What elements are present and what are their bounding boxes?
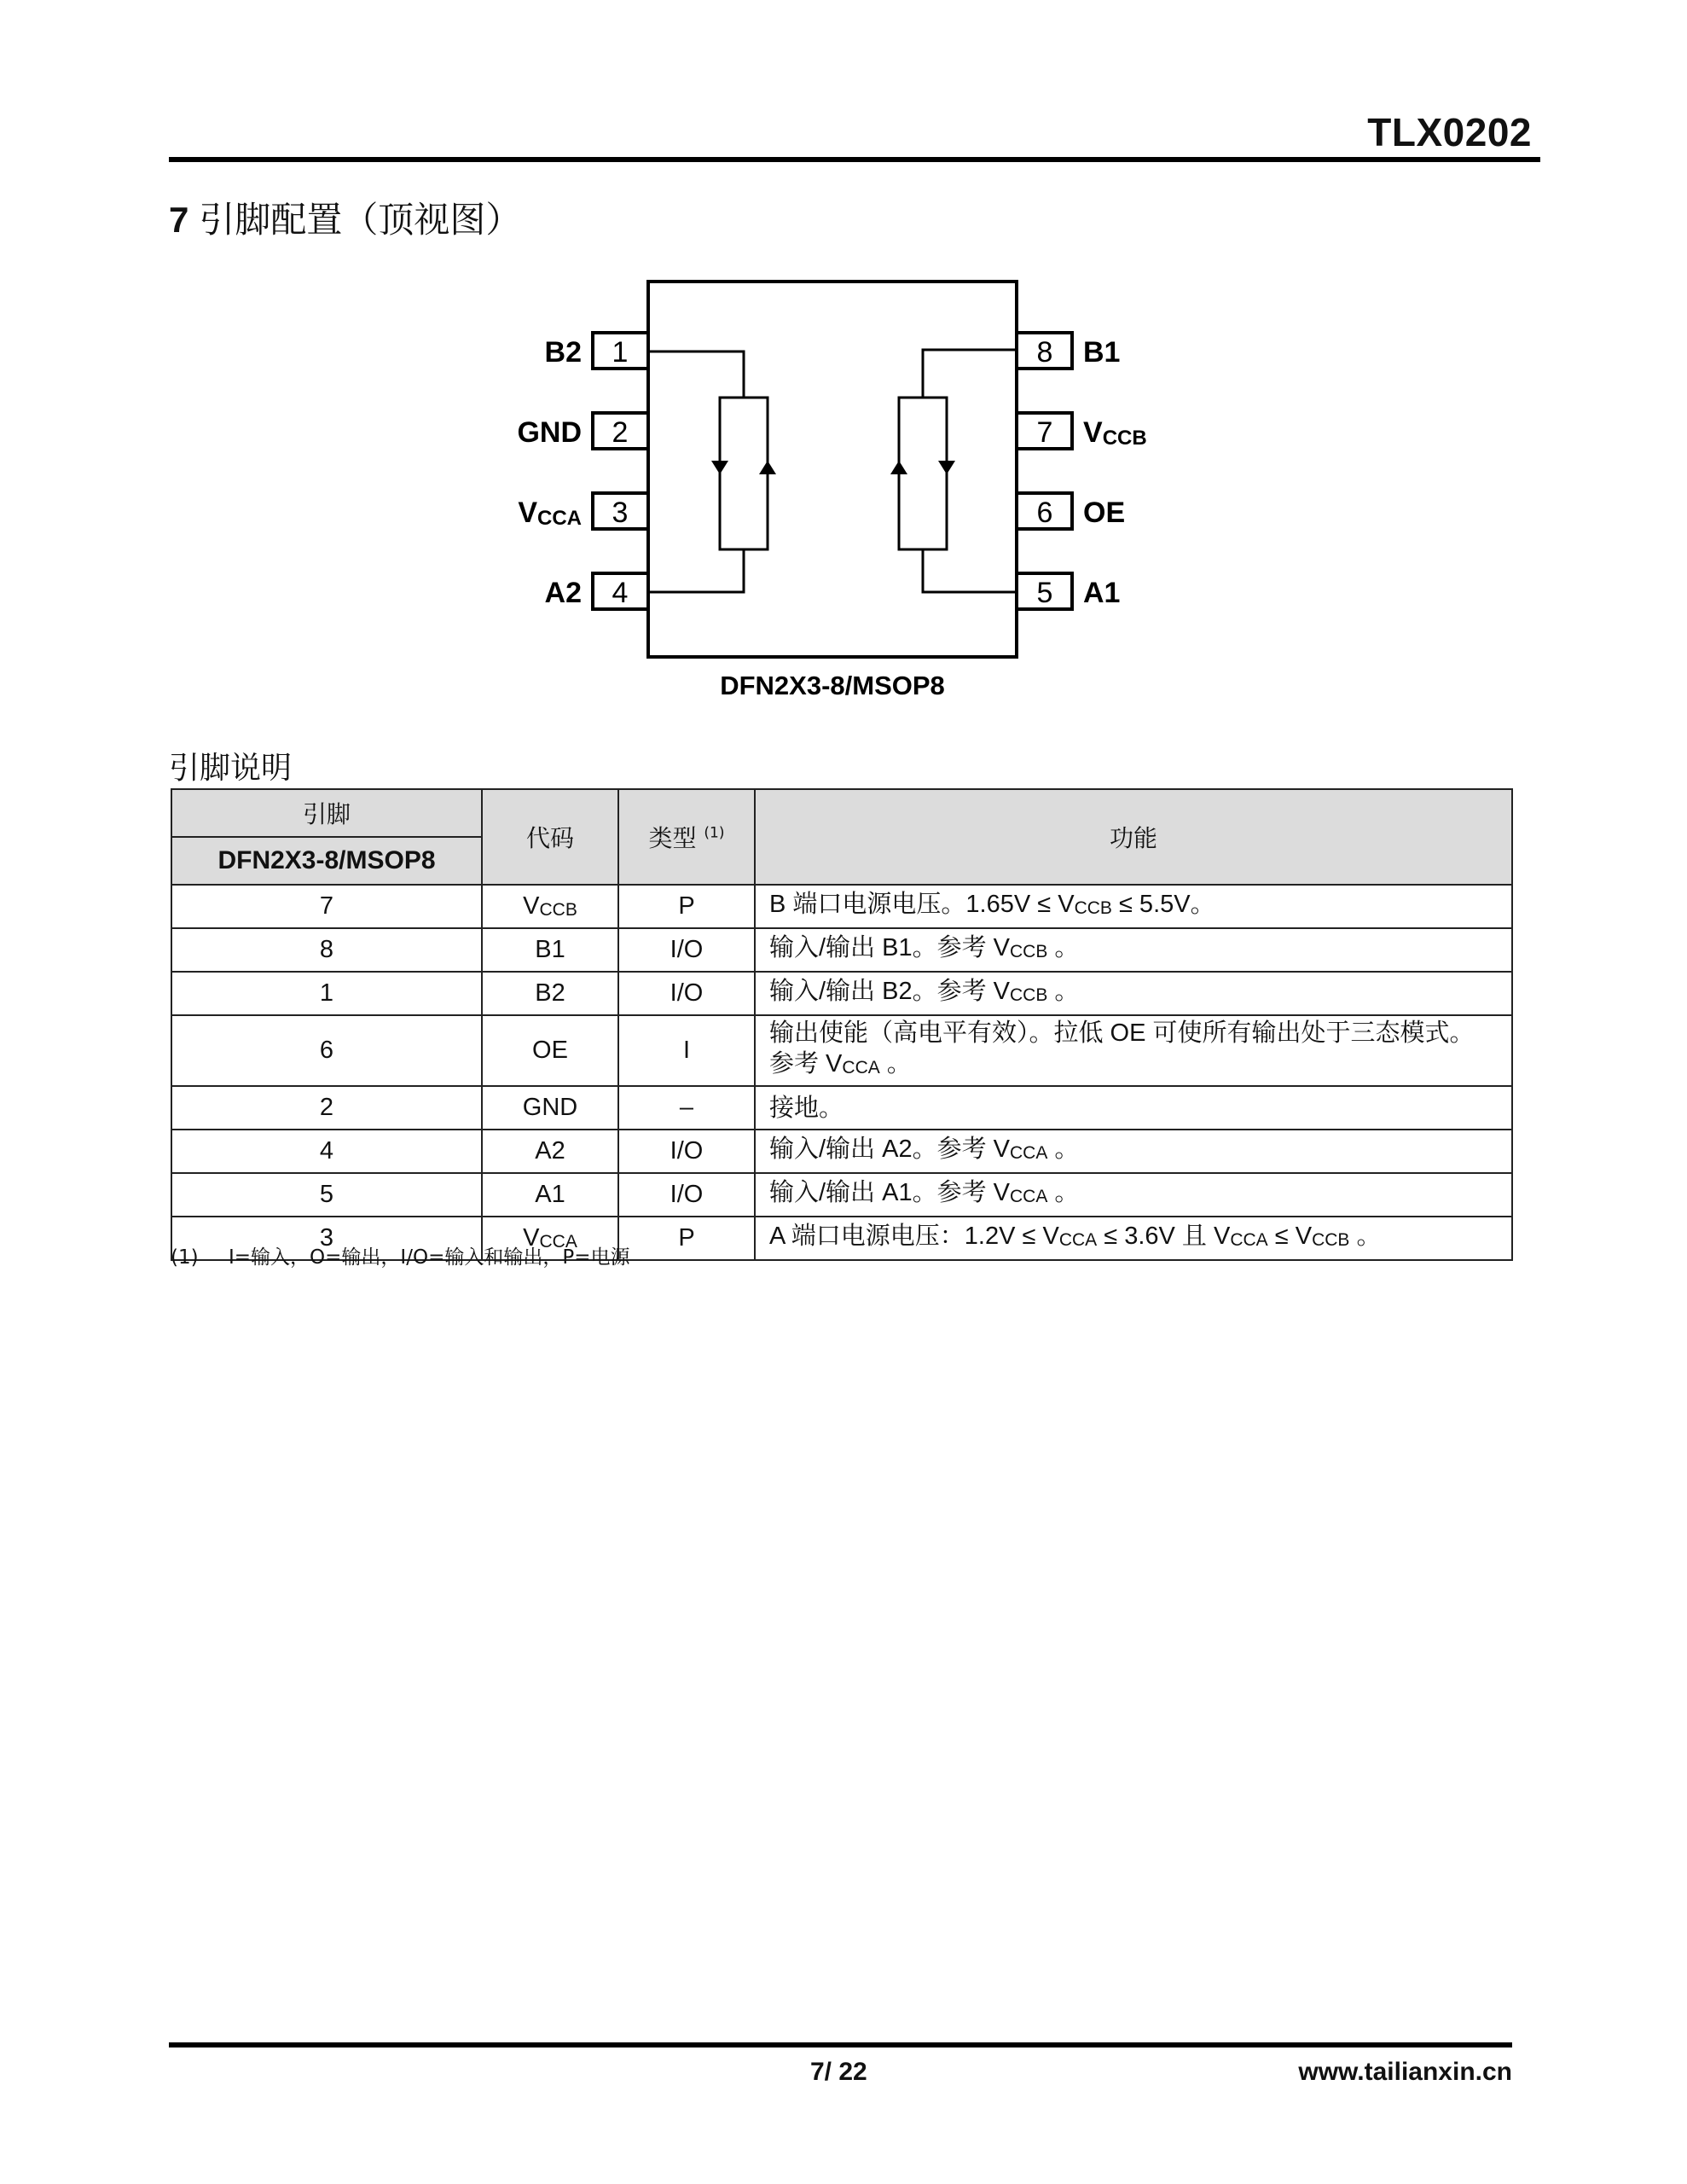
pin-code-cell: $V_{CCB}$ (482, 885, 618, 928)
pin-number-cell: 7 (171, 885, 482, 928)
pin-configuration-diagram (495, 273, 1194, 717)
header-code: 代码 (482, 789, 618, 885)
pin-function-cell: 输入/输出 A2。参考 $V_{CCA}$ 。 (755, 1130, 1512, 1173)
header-pin: 引脚 (171, 789, 482, 837)
pin-type-cell: I/O (618, 1173, 755, 1217)
page-number: 7/ 22 (810, 2058, 867, 2086)
table-row (171, 972, 1512, 1015)
footnote-text: I=输入，O=输出，I/O=输入和输出，P=电源 (229, 1246, 630, 1269)
footer-rule (169, 2042, 1512, 2048)
pin-number-7: 7 (1036, 416, 1053, 449)
arrow-down-icon (938, 461, 955, 474)
pin-name-right-3: OE (1083, 497, 1126, 529)
pin-number-cell: 6 (171, 1015, 482, 1086)
arrow-up-icon (759, 461, 776, 474)
pin-name-left-3: VCCA (518, 497, 582, 530)
section-heading (169, 192, 521, 243)
pin-number-2: 2 (612, 416, 629, 449)
pin-number-1: 1 (612, 336, 629, 369)
pin-number-cell: 5 (171, 1173, 482, 1217)
pin-function-cell: B 端口电源电压。$1.65V \le V_{CCB} \le 5.5V$。 (755, 885, 1512, 928)
table-row (171, 928, 1512, 972)
pin-number-cell: 8 (171, 928, 482, 972)
table-row (171, 1130, 1512, 1173)
table-row (171, 1015, 1512, 1086)
pin-number-cell: 3 (171, 1217, 482, 1260)
table-row (171, 885, 1512, 928)
pin-function-cell: 接地。 (755, 1086, 1512, 1130)
pin-name-left-1: B2 (544, 336, 582, 369)
pin-number-cell: 4 (171, 1130, 482, 1173)
pin-type-cell: I/O (618, 928, 755, 972)
footnote-ref: (1) (704, 824, 725, 842)
pin-name-right-4: A1 (1083, 577, 1121, 609)
header-rule (169, 157, 1540, 162)
pin-code-cell: A2 (482, 1130, 618, 1173)
pin-number-cell: 2 (171, 1086, 482, 1130)
header-function: 功能 (755, 789, 1512, 885)
pin-function-cell: A 端口电源电压：$1.2V \le V_{CCA} \le 3.6V$ 且 $V_{CCA} \le V_{CCB}$ 。 (755, 1217, 1512, 1260)
pin-number-5: 5 (1036, 577, 1053, 609)
pin-code-cell: OE (482, 1015, 618, 1086)
footnote (171, 1241, 629, 1269)
pin-name-left-4: A2 (544, 577, 582, 609)
pin-code-cell: $V_{CCA}$ (482, 1217, 618, 1260)
pin-description-table (171, 788, 1513, 1261)
pin-name-right-1: B1 (1083, 336, 1121, 369)
table-row (171, 1086, 1512, 1130)
section-title: 引脚配置（顶视图） (199, 199, 522, 241)
pin-function-cell: 输入/输出 B1。参考 $V_{CCB}$ 。 (755, 928, 1512, 972)
pin-type-cell: I/O (618, 972, 755, 1015)
package-body (648, 282, 1017, 657)
package-label: DFN2X3-8/MSOP8 (720, 671, 945, 700)
pin-type-cell: I (618, 1015, 755, 1086)
footnote-mark: (1) (171, 1246, 199, 1269)
pin-description-heading: 引脚说明 (169, 751, 293, 786)
pin-function-cell: 输入/输出 A1。参考 $V_{CCA}$ 。 (755, 1173, 1512, 1217)
arrow-up-icon (890, 461, 907, 474)
pin-name-left-2: GND (517, 416, 582, 449)
pin-number-cell: 1 (171, 972, 482, 1015)
arrow-down-icon (711, 461, 728, 474)
pin-type-cell: I/O (618, 1130, 755, 1173)
pin-type-cell: – (618, 1086, 755, 1130)
pin-number-6: 6 (1036, 497, 1053, 529)
pin-number-4: 4 (612, 577, 629, 609)
pin-name-right-2: VCCB (1083, 416, 1147, 450)
pin-number-3: 3 (612, 497, 629, 529)
pin-type-cell: P (618, 1217, 755, 1260)
document-title: TLX0202 (1367, 110, 1532, 154)
pin-code-cell: B2 (482, 972, 618, 1015)
pin-number-8: 8 (1036, 336, 1053, 369)
header-type: 类型 $^{(1)}$ (618, 789, 755, 885)
table-row (171, 1173, 1512, 1217)
pin-code-cell: B1 (482, 928, 618, 972)
pin-function-cell: 输出使能（高电平有效）。拉低 OE 可使所有输出处于三态模式。 参考 $V_{CCA}$ 。 (755, 1015, 1512, 1086)
pin-code-cell: GND (482, 1086, 618, 1130)
pin-function-cell: 输入/输出 B2。参考 $V_{CCB}$ 。 (755, 972, 1512, 1015)
website-link[interactable]: www.tailianxin.cn (1298, 2058, 1512, 2086)
section-number: 7 (169, 200, 189, 240)
pin-type-cell: P (618, 885, 755, 928)
pin-code-cell: A1 (482, 1173, 618, 1217)
header-package: DFN2X3-8/MSOP8 (171, 837, 482, 885)
